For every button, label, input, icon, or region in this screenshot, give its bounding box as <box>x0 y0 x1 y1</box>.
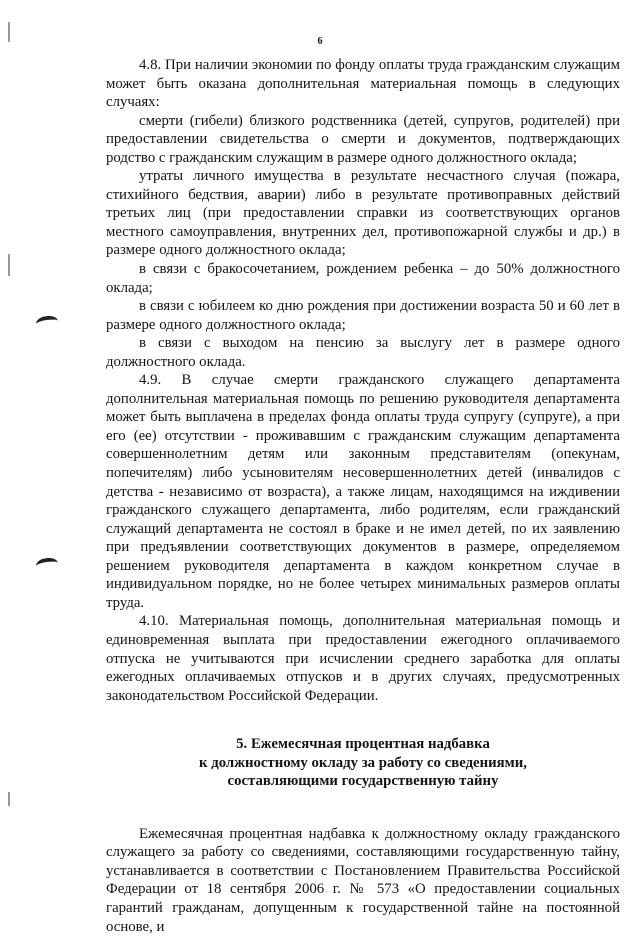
hole-punch-mark <box>35 557 59 573</box>
section-5-heading <box>106 735 620 791</box>
paragraph-4-8: 4.8. При наличии экономии по фонду оплаты труда гражданским служащим может быть оказана дополнительная материальная помощь в следующих случаях: <box>106 57 620 111</box>
paragraph-section-5: Ежемесячная процентная надбавка к должностному окладу гражданского служащего за работу со сведениями, составляющими государственную тайну, устанавливается в соответствии с Постановлением Правительства Российской Федерации от 18 сентября 2006 г. № 573 «О предоставлении социальных гарантий гражданам, допущенным к государственной тайне на постоянной основе, и <box>106 825 620 935</box>
hole-punch-mark <box>35 315 59 331</box>
paragraph-retirement: в связи с выходом на пенсию за выслугу лет в размере одного должностного оклада. <box>106 335 620 370</box>
paragraph-4-10: 4.10. Материальная помощь, дополнительная материальная помощь и единовременная выплата при предоставлении ежегодного оплачиваемого отпуска не учитываются при исчислении среднего заработка для оплаты ежегодных оплачиваемых отпусков и в других случаях, предусмотренных законодательством Российской Федерации. <box>106 613 620 704</box>
page-number: 6 <box>317 36 323 47</box>
paragraph-jubilee: в связи с юбилеем ко дню рождения при достижении возраста 50 и 60 лет в размере одного должностного оклада; <box>106 298 620 333</box>
paragraph-property-loss: утраты личного имущества в результате несчастного случая (пожара, стихийного бедствия, аварии) либо в результате противоправных действий третьих лиц (при предоставлении справки из соответствующих органов местного самоуправления, внутренних дел, противопожарной службы и др.) в размере одного должностного оклада; <box>106 168 620 259</box>
document-body <box>106 56 620 936</box>
section-5-heading-line: к должностному окладу за работу со сведениями, <box>199 754 527 771</box>
paragraph-death-relative: смерти (гибели) близкого родственника (детей, супругов, родителей) при предоставлении свидетельства о смерти и документов, подтверждающих родство с гражданским служащим в размере одного должностного оклада; <box>106 112 620 166</box>
scan-margin-mark <box>8 254 10 276</box>
scan-margin-mark <box>8 792 10 806</box>
section-5-heading-line: составляющими государственную тайну <box>227 773 499 790</box>
section-5-heading-line: 5. Ежемесячная процентная надбавка <box>236 736 490 753</box>
paragraph-marriage-birth: в связи с бракосочетанием, рождением ребенка – до 50% должностного оклада; <box>106 261 620 296</box>
paragraph-4-9: 4.9. В случае смерти гражданского служащего департамента дополнительная материальная помощь по решению руководителя департамента может быть выплачена в пределах фонда оплаты труда супругу (супруге), а при его (ее) отсутствии - проживавшим с гражданским служащим департамента совершеннолетним детям или законным представителям (опекунам, попечителям) либо усыновителям несовершеннолетних детей (инвалидов с детства - независимо от возраста), а также лицам, находящимся на иждивении гражданского служащего департамента, либо родителям, если гражданский служащий департамента не состоял в браке и не имел детей, по их заявлению при предъявлении соответствующих документов в размере, определяемом решением руководителя департамента в каждом конкретном случае в индивидуальном порядке, но не более четырех минимальных размеров оплаты труда. <box>106 372 620 611</box>
